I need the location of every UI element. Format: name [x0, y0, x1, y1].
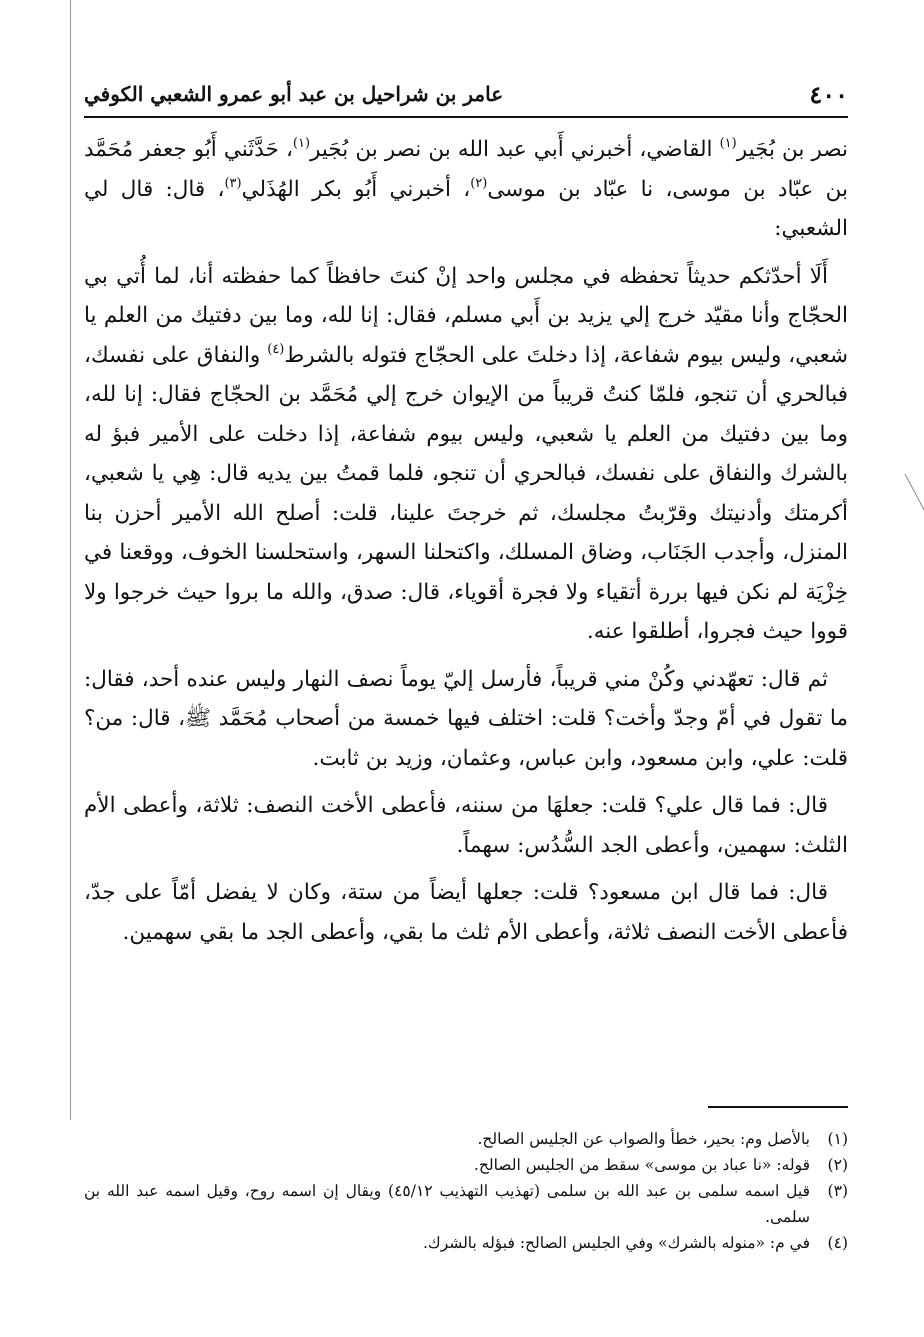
footnote-ref: (١) — [719, 136, 737, 151]
paragraph-hajjaj — [84, 257, 848, 652]
footnote-ref: (٣) — [224, 175, 242, 191]
footnote-ref: (٤) — [267, 341, 285, 357]
footnote-text: قيل اسمه سلمى بن عبد الله بن سلمى (تهذيب التهذيب ٤٥/١٢) ويقال إن اسمه روح، وقيل اسمه عبد الله بن سلمى. — [84, 1182, 810, 1226]
text-run: ، قال: قال لي الشعبي: — [84, 176, 848, 241]
footnote-item — [84, 1152, 848, 1178]
page-edge-line — [70, 0, 71, 1120]
footnote-text: بالأصل وم: بحير، خطأ والصواب عن الجليس الصالح. — [477, 1130, 810, 1148]
page-number: ٤٠٠ — [809, 79, 848, 109]
text-run: نصر بن بُجَير — [736, 137, 848, 162]
text-run: أَلَا أحدّثكم حديثاً تحفظه في مجلس واحد إنْ كنتَ حافظاً كما حفظته أنا، لما أُتي بي الحجّاج وأنا مقيّد خرج إلي يزيد بن أَبي مسلم، فقال: إنا لله، وما بين دفتيك من العلم يا شعبي، وليس بيوم شفاعة، إذا دخلتَ على الحجّاج فتوله بالشرط — [84, 263, 848, 368]
text-run: القاضي، أخبرني أَبي عبد الله بن نصر بن بُجَير — [310, 137, 720, 162]
footnote-ref: (١) — [292, 136, 311, 151]
paragraph-ali: قال: فما قال علي؟ قلت: جعلهَا من سننه، فأعطى الأخت النصف: ثلاثة، وأعطى الأم الثلث: سهمين، وأعطى الجد السُّدُس: سهماً. — [84, 793, 848, 858]
footnote-text: قوله: «نا عباد بن موسى» سقط من الجليس الصالح. — [473, 1156, 810, 1174]
footnotes — [84, 1126, 848, 1256]
footnote-item — [84, 1126, 848, 1152]
footnote-number: (٢) — [827, 1156, 848, 1174]
paragraph-question: ثم قال: تعهّدني وكُنْ مني قريباً، فأرسل إليّ يوماً نصف النهار وليس عنده أحد، فقال: ما تقول في أمّ وجدّ وأخت؟ قلت: اختلف فيها خمسة من أصحاب مُحَمَّد ﷺ، قال: من؟ قلت: علي، وابن مسعود، وابن عباس، وعثمان، وزيد بن ثابت. — [84, 666, 848, 771]
text-run: والنفاق على نفسك، فبالحري أن تنجو، فلمّا كنتُ قريباً من الإيوان خرج إلي مُحَمَّد بن الحجّاج فقال: إنا لله، وما بين دفتيك من العلم يا شعبي، وليس بيوم شفاعة، إذا دخلت على الأمير فبؤ له بالشرك والنفاق على نفسك، فبالحري أن تنجو، فلما قمتُ بين يديه قال: هِي يا شعبي، أكرمتك وأدنيتك وقرّبتُ مجلسك، ثم خرجتَ علينا، قلت: أصلح الله الأمير أحزن بنا المنزل، وأجدب الجَنَاب، وضاق المسلك، واكتحلنا السهر، واستحلسنا الخوف، ووقعنا في خِزْيَة لم نكن فيها بررة أتقياء ولا فجرة أقوياء، قال: صدق، والله ما بروا حيث خرجوا ولا قووا حيث فجروا، أطلقوا عنه. — [84, 342, 848, 644]
footnote-ref: (٢) — [470, 175, 488, 191]
footnote-number: (٣) — [827, 1182, 848, 1200]
header-rule — [84, 116, 848, 118]
footnote-text: في م: «منوله بالشرك» وفي الجليس الصالح: فبؤله بالشرك. — [423, 1234, 810, 1252]
footnote-number: (١) — [827, 1130, 848, 1148]
footnote-item — [84, 1178, 848, 1230]
page-header — [84, 76, 848, 112]
running-title: عامر بن شراحيل بن عبد أبو عمرو الشعبي الكوفي — [84, 82, 504, 106]
footnote-number: (٤) — [827, 1234, 848, 1252]
paragraph-ibn-masud: قال: فما قال ابن مسعود؟ قلت: جعلها أيضاً من ستة، وكان لا يفضل أمّاً على جدّ، فأعطى الأخت النصف ثلاثة، وأعطى الأم ثلث ما بقي، وأعطى الجد ما بقي سهمين. — [84, 880, 848, 945]
footnote-rule — [708, 1106, 848, 1108]
scan-mark — [905, 474, 924, 536]
main-text — [84, 130, 848, 952]
text-run: ، أخبرني أَبُو بكر الهُذَلي — [241, 176, 471, 202]
text-run: ، حَدَّثَني أَبُو جعفر مُحَمَّد بن عبّاد بن موسى، نا عبّاد بن موسى — [84, 137, 848, 202]
footnote-item — [84, 1230, 848, 1256]
paragraph-isnad — [84, 130, 848, 249]
